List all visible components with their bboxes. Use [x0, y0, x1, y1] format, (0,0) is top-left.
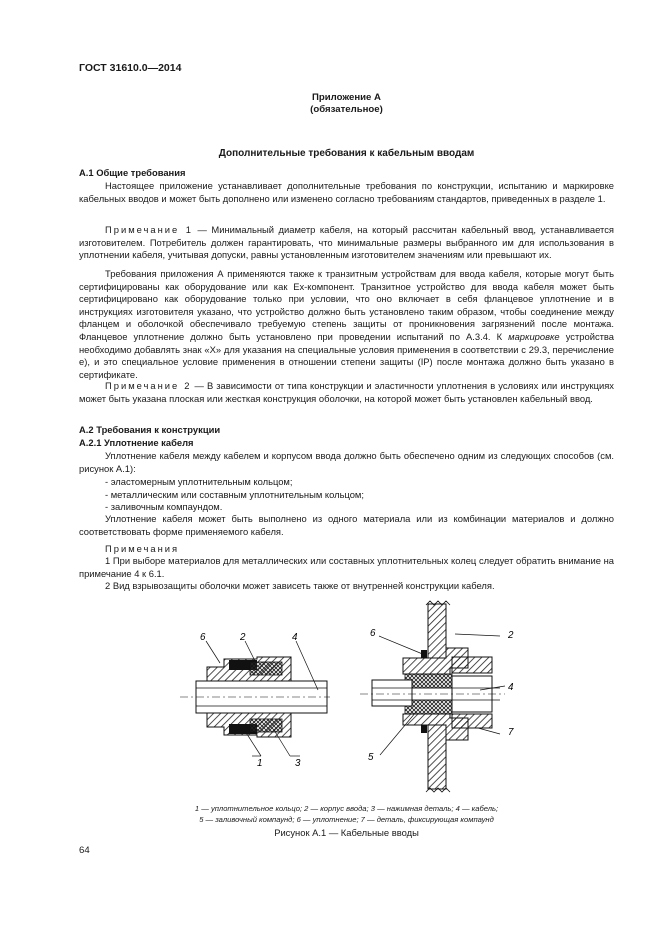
- list-item: - эластомерным уплотнительным кольцом;: [105, 476, 293, 487]
- label-right-7: 7: [508, 727, 514, 738]
- label-left-6: 6: [200, 632, 206, 643]
- notes-item-2: 2 Вид взрывозащиты оболочки может зависеть также от внутренней конструкции кабеля.: [105, 580, 495, 591]
- note-label: Примечание 1: [105, 224, 193, 235]
- page-number: 64: [79, 845, 90, 856]
- note-text: — Минимальный диаметр кабеля, на который рассчитан кабельный ввод, устанавливается изготовителем. Потребитель должен гарантировать, что минимальные размеры выбранного им для использования в уплотнении кабеля, учитывая допуски, равны установленным изготовителем значениям или превышают их.: [79, 224, 614, 261]
- heading-a2: А.2 Требования к конструкции: [79, 424, 221, 435]
- note-text: — В зависимости от типа конструкции и эластичности уплотнения в условиях или инструкциях может быть указана плоская или жесткая конструкция оболочки, на которой может быть установлен кабельный ввод.: [79, 380, 614, 404]
- appendix-title: Приложение А: [312, 92, 381, 103]
- paragraph-text: Уплотнение кабеля между кабелем и корпусом ввода должно быть обеспечено одним из следующих способов (см. рисунок А.1):: [79, 450, 614, 474]
- note-label: Примечание 2: [105, 380, 192, 391]
- italic-word: маркировке: [508, 330, 560, 342]
- heading-a1: А.1 Общие требования: [79, 167, 186, 178]
- paragraph-text: Настоящее приложение устанавливает дополнительные требования по конструкции, испытанию и маркировке кабельных вводов и может быть дополнено или изменено согласно требованиям стандартов, приведенных в разделе 1.: [79, 180, 614, 204]
- label-left-3: 3: [295, 758, 301, 769]
- label-right-4: 4: [508, 682, 514, 693]
- label-left-1: 1: [257, 758, 263, 769]
- paragraph-text: устройства необходимо добавлять знак «Х» для указания на специальные условия применения в соответствии с 29.3, перечисление е), и это специальное условие применения в отношении степени защиты (IP) после монтажа должно быть указано в сертификате.: [79, 330, 615, 380]
- paragraph-text: Требования приложения А применяются также к транзитным устройствам для ввода кабеля, которые могут быть сертифицированы как оборудование или как Ех-компонент. Транзитное устройство для ввода кабеля может быть сертифицировано как оборудование только при условии, что оно включает в себя фланцевое уплотнение и в инструкциях изготовителя указано, что устройство должно быть установлено таким образом, чтобы соединение между фланцем и оболочкой обеспечивало требуемую степень защиты от проникновения загрязнений после монтажа. Фланцевое уплотнение должно быть установлено при проведении испытаний по А.3.4. К: [79, 268, 614, 342]
- label-right-5: 5: [368, 752, 374, 763]
- label-right-6: 6: [370, 628, 376, 639]
- right-cable-entry-drawing: [360, 601, 514, 792]
- figure-caption: Рисунок А.1 — Кабельные вводы: [274, 827, 419, 838]
- appendix-subtitle: (обязательное): [310, 104, 383, 115]
- figure-legend-line-1: 1 — уплотнительное кольцо; 2 — корпус ввода; 3 — нажимная деталь; 4 — кабель;: [194, 804, 499, 813]
- paragraph-text: Уплотнение кабеля может быть выполнено из одного материала или из комбинации материалов и должно соответствовать форме применяемого кабеля.: [79, 513, 614, 537]
- section-title: Дополнительные требования к кабельным вводам: [218, 148, 475, 159]
- label-left-4: 4: [292, 632, 298, 643]
- standard-header: ГОСТ 31610.0—2014: [79, 62, 182, 74]
- left-cable-entry-drawing: [180, 632, 330, 769]
- label-left-2: 2: [240, 632, 246, 643]
- list-item: - металлическим или составным уплотнительным кольцом;: [105, 488, 364, 500]
- heading-a2-1: А.2.1 Уплотнение кабеля: [79, 437, 194, 448]
- list-item: - заливочным компаундом.: [105, 501, 223, 512]
- figure-legend-line-2: 5 — заливочный компаунд; 6 — уплотнение; 7 — деталь, фиксирующая компаунд: [199, 815, 494, 824]
- note-text: 1 При выборе материалов для металлических или составных уплотнительных колец следует обратить внимание на примечание 4 к 6.1.: [79, 555, 614, 579]
- notes-label: Примечания: [105, 543, 180, 554]
- label-right-2: 2: [508, 630, 514, 641]
